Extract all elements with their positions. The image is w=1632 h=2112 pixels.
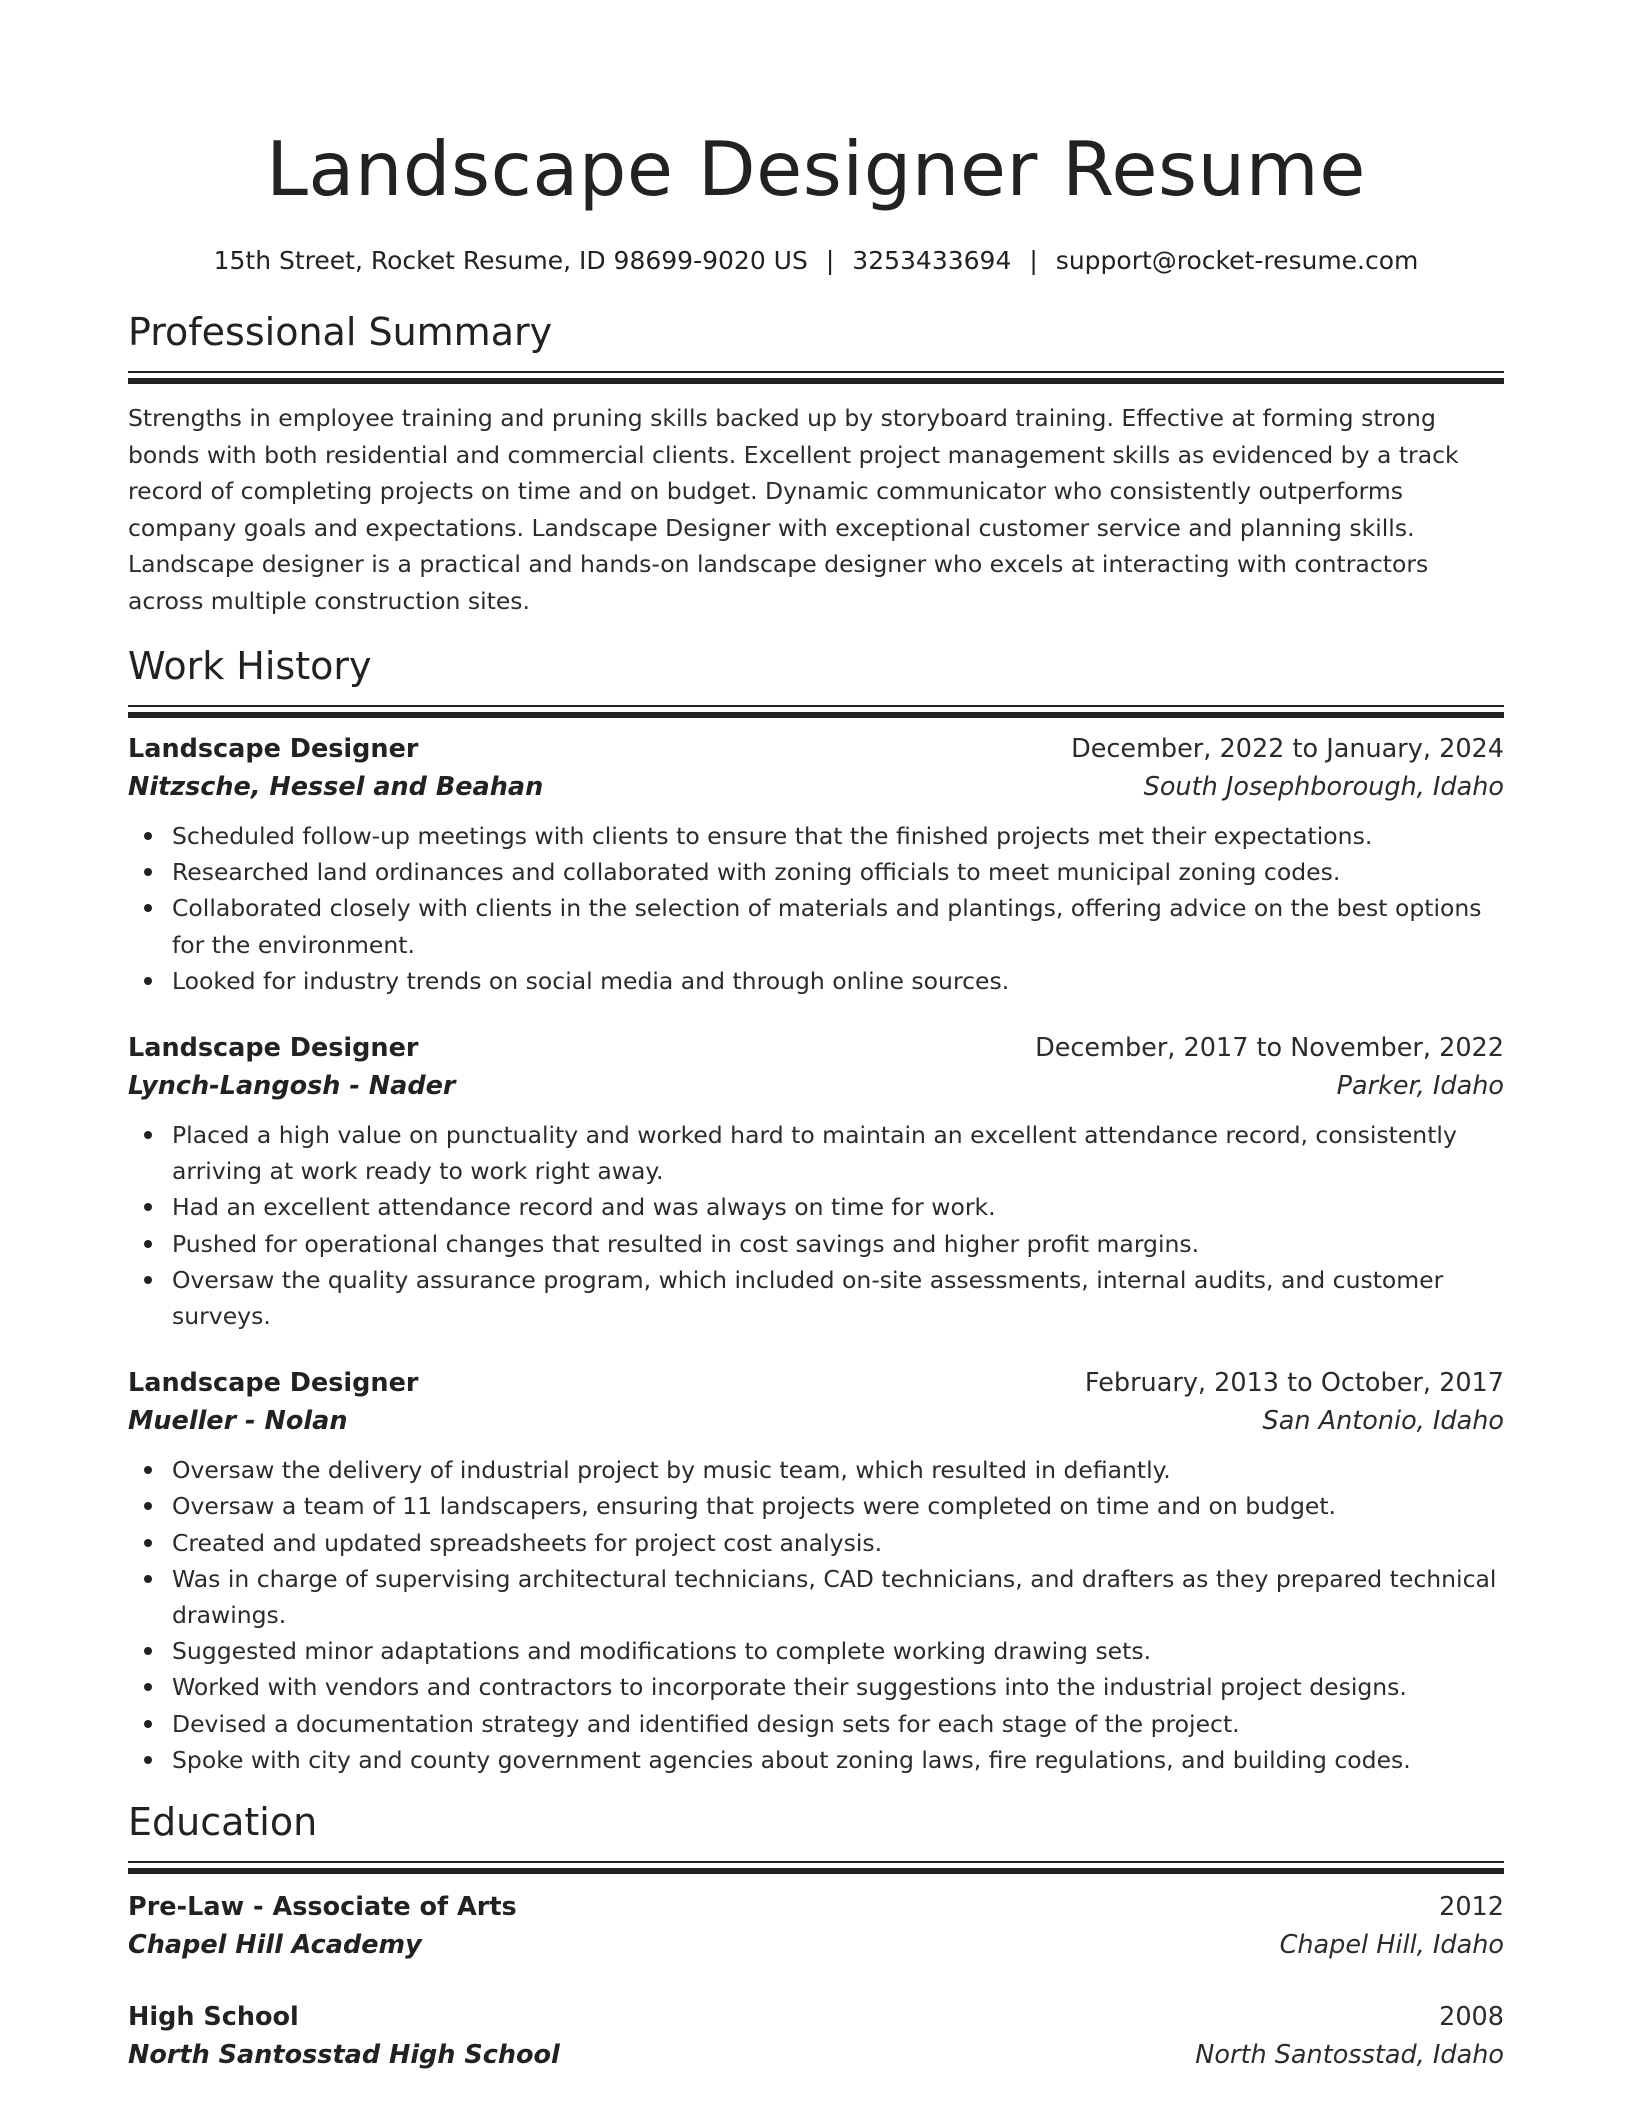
education-degree: High School — [128, 2002, 299, 2033]
work-history-section — [128, 644, 1504, 1778]
education-section — [128, 1800, 1504, 2074]
job-bullets — [128, 1117, 1504, 1334]
job-dates: December, 2022 to January, 2024 — [1071, 734, 1504, 764]
education-year: 2008 — [1439, 2002, 1504, 2033]
section-heading-summary: Professional Summary — [128, 310, 553, 354]
section-divider — [128, 1861, 1504, 1874]
job-location: San Antonio, Idaho — [1262, 1406, 1504, 1437]
section-divider — [128, 705, 1504, 718]
job-dates: December, 2017 to November, 2022 — [1035, 1033, 1504, 1064]
resume-page — [128, 0, 1504, 2074]
job-location: Parker, Idaho — [1336, 1071, 1504, 1102]
list-item: Researched land ordinances and collaborated with zoning officials to meet municipal zoning codes. — [128, 854, 1504, 890]
contact-address: 15th Street, Rocket Resume, ID 98699-9020 US — [213, 246, 808, 275]
list-item: Had an excellent attendance record and was always on time for work. — [128, 1189, 1504, 1225]
list-item: Oversaw a team of 11 landscapers, ensuring that projects were completed on time and on budget. — [128, 1488, 1504, 1524]
job-bullets — [128, 1452, 1504, 1778]
education-entry — [128, 1998, 1504, 2074]
summary-text: Strengths in employee training and pruning skills backed up by storyboard training. Effective at forming strong bonds with both residential and commercial clients. Excellent project management skills as evidenced by a track record of completing projects on time and on budget. Dynamic communicator who consistently outperforms company goals and expectations. Landscape Designer with exceptional customer service and planning skills. Landscape designer is a practical and hands-on landscape designer who excels at interacting with contractors across multiple construction sites. — [128, 404, 1459, 615]
section-heading-education: Education — [128, 1800, 318, 1845]
job-title: Landscape Designer — [128, 734, 419, 764]
education-location: North Santosstad, Idaho — [1195, 2040, 1504, 2071]
page-title: Landscape Designer Resume — [266, 125, 1366, 213]
list-item: Looked for industry trends on social media and through online sources. — [128, 963, 1504, 999]
list-item: Scheduled follow-up meetings with clients to ensure that the finished projects met their expectations. — [128, 818, 1504, 854]
job-entry — [128, 1364, 1504, 1778]
job-dates: February, 2013 to October, 2017 — [1084, 1368, 1504, 1399]
job-title: Landscape Designer — [128, 1033, 419, 1064]
list-item: Collaborated closely with clients in the selection of materials and plantings, offering advice on the best options for the environment. — [128, 890, 1504, 962]
list-item: Oversaw the quality assurance program, which included on-site assessments, internal audits, and customer surveys. — [128, 1262, 1504, 1334]
list-item: Was in charge of supervising architectural technicians, CAD technicians, and drafters as they prepared technical drawings. — [128, 1561, 1504, 1633]
contact-separator: | — [1029, 246, 1038, 275]
list-item: Spoke with city and county government agencies about zoning laws, fire regulations, and building codes. — [128, 1742, 1504, 1778]
job-location: South Josephborough, Idaho — [1143, 772, 1504, 802]
job-title: Landscape Designer — [128, 1368, 419, 1399]
education-degree: Pre-Law - Associate of Arts — [128, 1892, 517, 1923]
contact-line — [128, 244, 1504, 278]
job-entry — [128, 730, 1504, 999]
list-item: Worked with vendors and contractors to incorporate their suggestions into the industrial project designs. — [128, 1669, 1504, 1705]
section-divider — [128, 371, 1504, 384]
education-school: Chapel Hill Academy — [128, 1930, 422, 1961]
contact-phone: 3253433694 — [852, 246, 1012, 275]
job-entry — [128, 1029, 1504, 1334]
job-company: Mueller - Nolan — [128, 1406, 348, 1437]
education-entry — [128, 1888, 1504, 1964]
summary-section — [128, 310, 1504, 619]
job-bullets — [128, 818, 1504, 999]
contact-email: support@rocket-resume.com — [1055, 246, 1419, 275]
list-item: Devised a documentation strategy and identified design sets for each stage of the project. — [128, 1706, 1504, 1742]
education-school: North Santosstad High School — [128, 2040, 560, 2071]
list-item: Suggested minor adaptations and modifications to complete working drawing sets. — [128, 1633, 1504, 1669]
education-year: 2012 — [1439, 1892, 1504, 1923]
list-item: Oversaw the delivery of industrial project by music team, which resulted in defiantly. — [128, 1452, 1504, 1488]
section-heading-work-history: Work History — [128, 644, 372, 688]
list-item: Placed a high value on punctuality and worked hard to maintain an excellent attendance record, consistently arriving at work ready to work right away. — [128, 1117, 1504, 1189]
contact-separator: | — [825, 246, 835, 275]
education-location: Chapel Hill, Idaho — [1279, 1930, 1504, 1961]
list-item: Pushed for operational changes that resulted in cost savings and higher profit margins. — [128, 1226, 1504, 1262]
resume-header — [128, 124, 1504, 278]
job-company: Lynch-Langosh - Nader — [128, 1071, 456, 1102]
job-company: Nitzsche, Hessel and Beahan — [128, 772, 544, 802]
list-item: Created and updated spreadsheets for project cost analysis. — [128, 1525, 1504, 1561]
